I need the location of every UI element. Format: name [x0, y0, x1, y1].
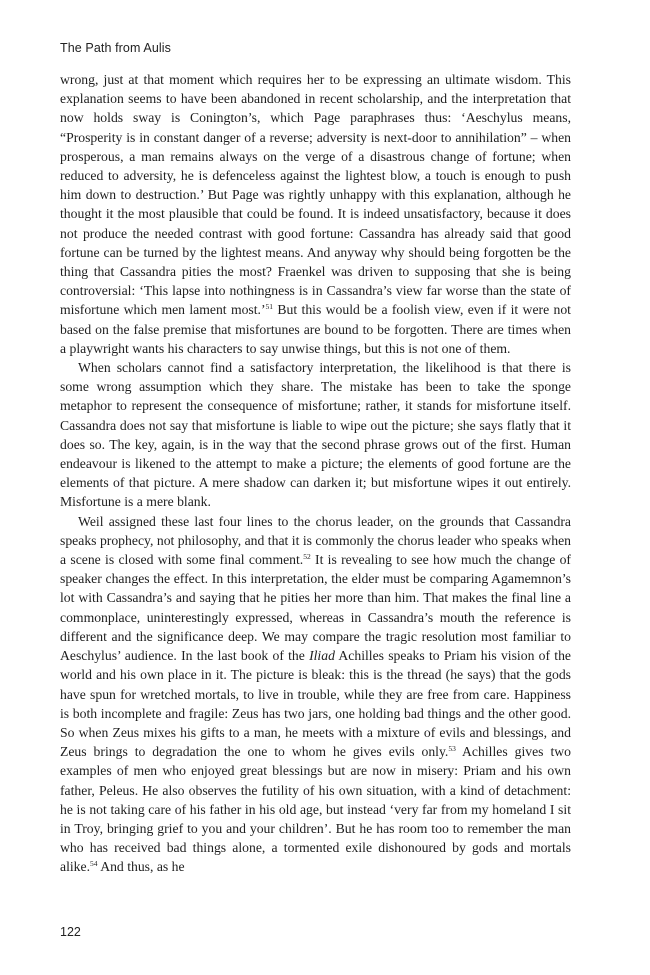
text-run: Weil assigned these last four lines to the chorus leader, on the grounds that Cassandra speaks prophecy, not philosophy, and that it is commonly the chorus leader who speaks when a scene is closed with some final comment. — [60, 513, 571, 568]
paragraph — [60, 358, 571, 512]
italic-title: Iliad — [309, 648, 335, 664]
page-number: 122 — [60, 925, 81, 939]
paragraph — [60, 70, 571, 358]
text-run: When scholars cannot find a satisfactory interpretation, the likelihood is that there is some wrong assumption which they share. The mistake has been to take the sponge metaphor to represent the consequence of misfortune; rather, it stands for misfortune itself. Cassandra does not say that misfortune is liable to wipe out the picture; she says flatly that it does so. The key, again, is in the way that the second phrase grows out of the first. Human endeavour is likened to the attempt to make a picture; the elements of good fortune are the elements of that picture. A mere shadow can darken it; but misfortune wipes it out entirely. Misfortune is a mere blank. — [60, 360, 571, 510]
text-run: But this would be a foolish view, even if it were not based on the false premise that misfortunes are bound to be forgotten. There are times when a playwright wants his characters to say unwise things, but this is not one of them. — [60, 302, 571, 356]
text-run: wrong, just at that moment which requires her to be expressing an ultimate wisdom. This explanation seems to have been abandoned in recent scholarship, and the interpretation that now holds sway is Conington’s, which Page paraphrases thus: ‘Aeschylus means, “Prosperity is in constant danger of a reverse; adversity is next-door to annihilation” – when prosperous, a man remains always on the verge of a disastrous change of fortune; when reduced to adversity, he is defenceless against the lightest blow, a touch is enough to push him down to destruction.’ But Page was rightly unhappy with this explanation, although he thought it the most plausible that could be found. It is indeed unsatisfactory, because it does not produce the needed contrast with good fortune: Cassandra has already said that good fortune can be turned by the lightest means. And anyway why should being forgotten be the thing that Cassandra pities the most? Fraenkel was driven to supposing that she is being controversial: ‘This lapse into nothingness is in Cassandra’s view far worse than the state of misfortune which men lament most.’ — [60, 72, 571, 318]
text-run: And thus, as he — [97, 859, 185, 875]
footnote-ref: 54 — [90, 859, 98, 869]
footnote-ref: 53 — [448, 744, 456, 754]
body-text — [60, 70, 571, 877]
footnote-ref: 52 — [303, 552, 311, 562]
running-head: The Path from Aulis — [60, 41, 171, 55]
paragraph — [60, 512, 571, 877]
text-run: Achilles speaks to Priam his vision of the world and his own place in it. The picture is bleak: this is the thread (he says) that the gods have spun for wretched mortals, to live in trouble, while they are free from care. Happiness is both incomplete and fragile: Zeus has two jars, one holding bad things and the other good. So when Zeus mixes his gifts to a man, he meets with a mixture of evils and blessings, and Zeus brings to degradation the one to whom he gives evils only. — [60, 648, 571, 760]
text-run: Achilles gives two examples of men who enjoyed great blessings but are now in misery: Priam and his own father, Peleus. He also observes the futility of his own situation, with a kind of detachment: he is not taking care of his father in his old age, but instead ‘very far from my homeland I sit in Troy, bringing grief to you and your children’. But he has room too to remember the man who has received bad things alone, a tormented exile dishonoured by gods and mortals alike. — [60, 744, 571, 875]
text-run: It is revealing to see how much the change of speaker changes the effect. In this interpretation, the elder must be comparing Agamemnon’s lot with Cassandra’s and saying that he pities her more than him. That makes the final line a commonplace, uninterestingly expressed, whereas in Cassandra’s mouth the reference is different and the significance deep. We may compare the tragic resolution most familiar to Aeschylus’ audience. In the last book of the — [60, 552, 571, 664]
footnote-ref: 51 — [265, 302, 274, 312]
